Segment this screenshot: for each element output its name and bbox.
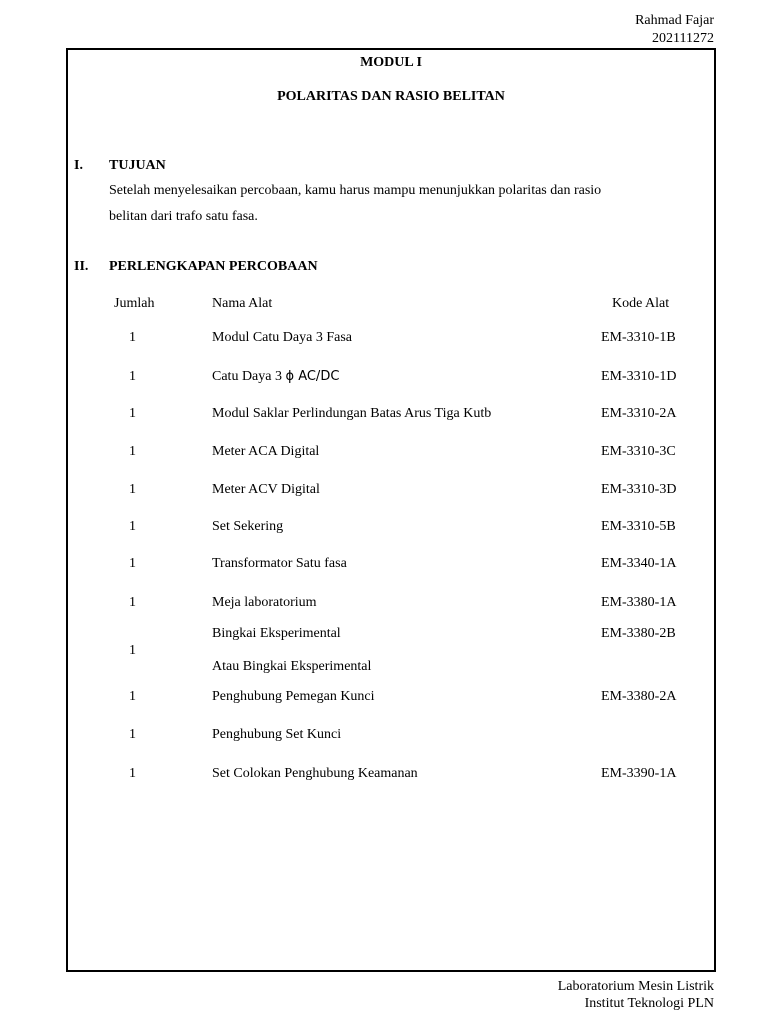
- row-name: Bingkai Eksperimental: [212, 626, 341, 641]
- row-name: Penghubung Pemegan Kunci: [212, 689, 375, 704]
- row-code: EM-3310-2A: [601, 406, 677, 421]
- row-qty: 1: [129, 444, 136, 459]
- page-header-author: [635, 12, 714, 48]
- row-qty: 1: [129, 556, 136, 571]
- footer-lab: Laboratorium Mesin Listrik: [557, 979, 714, 994]
- section-1-text-line2: belitan dari trafo satu fasa.: [109, 209, 258, 224]
- page-footer: [558, 978, 714, 1012]
- footer-institute: Institut Teknologi PLN: [584, 996, 714, 1011]
- column-header-code: Kode Alat: [612, 296, 670, 311]
- row-qty: 1: [129, 406, 136, 421]
- row-qty: 1: [129, 643, 136, 658]
- author-id: 202111272: [652, 31, 714, 46]
- section-1-heading: TUJUAN: [109, 158, 166, 173]
- column-header-name: Nama Alat: [212, 296, 273, 311]
- row-name: Transformator Satu fasa: [212, 556, 347, 571]
- row-code: EM-3310-1B: [601, 330, 676, 345]
- section-2-heading: PERLENGKAPAN PERCOBAAN: [109, 259, 318, 274]
- section-1-text-line1: Setelah menyelesaikan percobaan, kamu harus mampu menunjukkan polaritas dan rasio: [109, 183, 602, 198]
- row-code: EM-3380-2A: [601, 689, 677, 704]
- row-qty: 1: [129, 482, 136, 497]
- row-code: EM-3390-1A: [601, 766, 677, 781]
- row-qty: 1: [129, 519, 136, 534]
- row-qty: 1: [129, 727, 136, 742]
- row-code: EM-3340-1A: [601, 556, 677, 571]
- module-title: MODUL I: [360, 55, 422, 70]
- row-code: EM-3310-3C: [601, 444, 676, 459]
- row-name: Modul Saklar Perlindungan Batas Arus Tiga Kutb: [212, 406, 492, 421]
- row-name: Meter ACV Digital: [212, 482, 320, 497]
- row-name: Penghubung Set Kunci: [212, 727, 342, 742]
- row-code: EM-3310-3D: [601, 482, 677, 497]
- row-name: Set Sekering: [212, 519, 284, 534]
- column-header-qty: Jumlah: [114, 296, 155, 311]
- row-code: EM-3380-2B: [601, 626, 676, 641]
- row-name: Meter ACA Digital: [212, 444, 320, 459]
- row-code: EM-3310-5B: [601, 519, 676, 534]
- row-qty: 1: [129, 369, 136, 384]
- row-qty: 1: [129, 330, 136, 345]
- section-1-paragraph: [109, 178, 695, 230]
- row-name-alt: Atau Bingkai Eksperimental: [212, 659, 372, 674]
- row-code: EM-3310-1D: [601, 369, 677, 384]
- page-frame: [66, 48, 716, 972]
- module-subtitle: POLARITAS DAN RASIO BELITAN: [277, 89, 505, 104]
- row-code: EM-3380-1A: [601, 595, 677, 610]
- author-name: Rahmad Fajar: [635, 13, 714, 28]
- row-qty: 1: [129, 595, 136, 610]
- section-1-number: I.: [74, 158, 83, 173]
- row-name: Meja laboratorium: [212, 595, 317, 610]
- row-name: Modul Catu Daya 3 Fasa: [212, 330, 352, 345]
- row-name: Set Colokan Penghubung Keamanan: [212, 766, 418, 781]
- row-qty: 1: [129, 689, 136, 704]
- row-name: Catu Daya 3 ɸ AC/DC: [212, 369, 340, 384]
- row-qty: 1: [129, 766, 136, 781]
- section-2-number: II.: [74, 259, 89, 274]
